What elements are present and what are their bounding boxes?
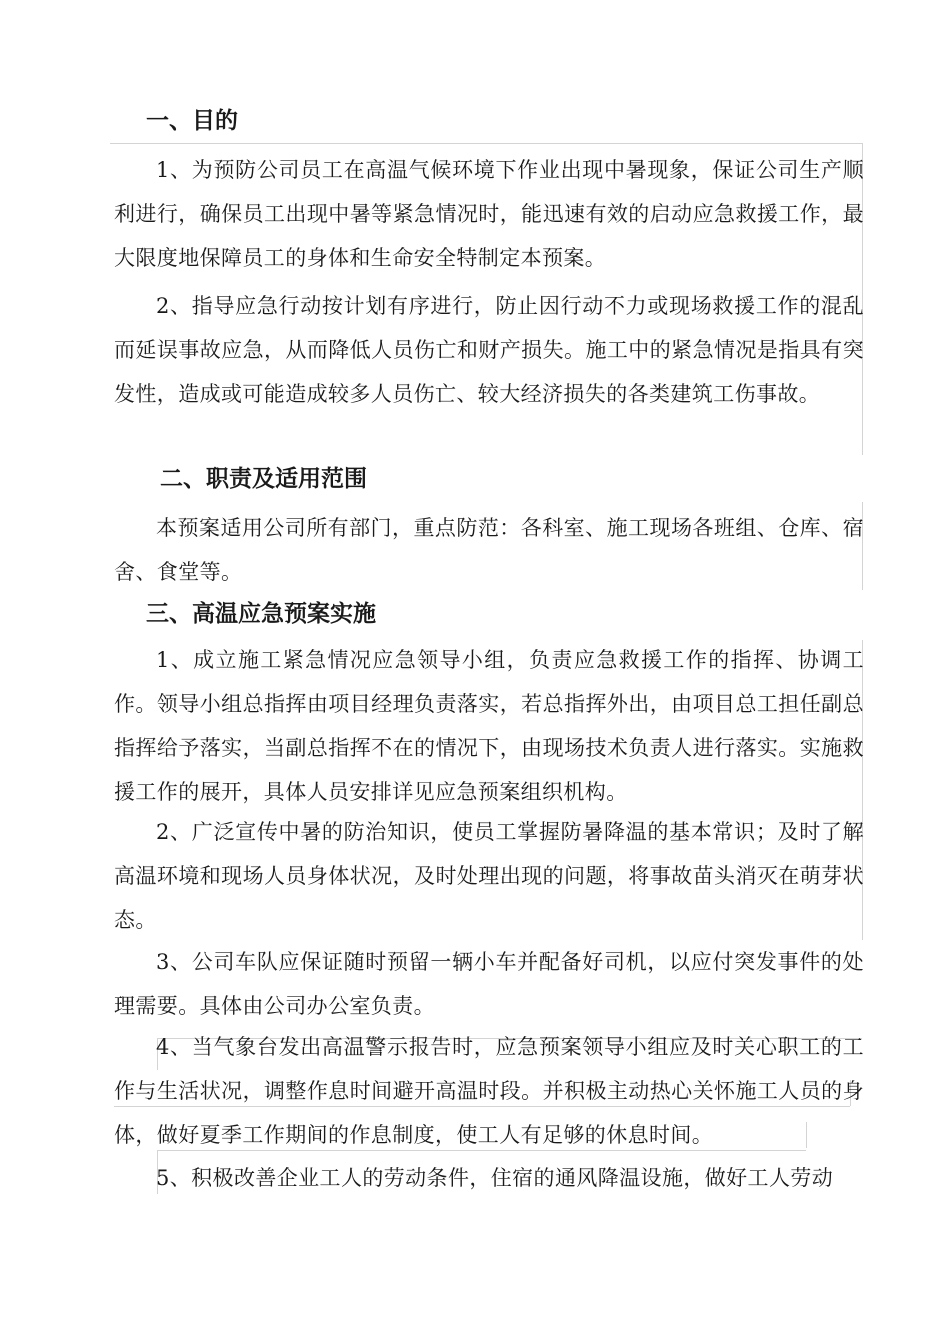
paragraph-implementation-5: 5、积极改善企业工人的劳动条件，住宿的通风降温设施，做好工人劳动	[156, 1166, 834, 1190]
paragraph-implementation-4: 4、当气象台发出高温警示报告时，应急预案领导小组应及时关心职工的工作与生活状况，调整作息时间避开高温时段。并积极主动热心关怀施工人员的身体，做好夏季工作期间的作息制度，使工人有足够的休息时间。	[114, 1035, 864, 1147]
paragraph-implementation-3: 3、公司车队应保证随时预留一辆小车并配备好司机，以应付突发事件的处理需要。具体由公司办公室负责。	[114, 950, 864, 1018]
section-heading-implementation: 三、高温应急预案实施	[146, 601, 376, 627]
section-heading-scope: 二、职责及适用范围	[160, 466, 367, 492]
guide-line	[110, 143, 862, 144]
paragraph-implementation-1: 1、成立施工紧急情况应急领导小组，负责应急救援工作的指挥、协调工作。领导小组总指挥由项目经理负责落实，若总指挥外出，由项目总工担任副总指挥给予落实，当副总指挥不在的情况下，由现场技术负责人进行落实。实施救援工作的展开，具体人员安排详见应急预案组织机构。	[114, 648, 864, 804]
paragraph-purpose-1: 1、为预防公司员工在高温气候环境下作业出现中暑现象，保证公司生产顺利进行，确保员工出现中暑等紧急情况时，能迅速有效的启动应急救援工作，最大限度地保障员工的身体和生命安全特制定本预案。	[114, 158, 864, 270]
section-heading-purpose: 一、目的	[146, 108, 238, 134]
paragraph-purpose-2: 2、指导应急行动按计划有序进行，防止因行动不力或现场救援工作的混乱而延误事故应急，从而降低人员伤亡和财产损失。施工中的紧急情况是指具有突发性，造成或可能造成较多人员伤亡、较大经济损失的各类建筑工伤事故。	[114, 294, 864, 406]
paragraph-scope-1: 本预案适用公司所有部门，重点防范：各科室、施工现场各班组、仓库、宿舍、食堂等。	[114, 516, 864, 584]
paragraph-implementation-2: 2、广泛宣传中暑的防治知识，使员工掌握防暑降温的基本常识；及时了解高温环境和现场人员身体状况，及时处理出现的问题，将事故苗头消灭在萌芽状态。	[114, 820, 864, 932]
